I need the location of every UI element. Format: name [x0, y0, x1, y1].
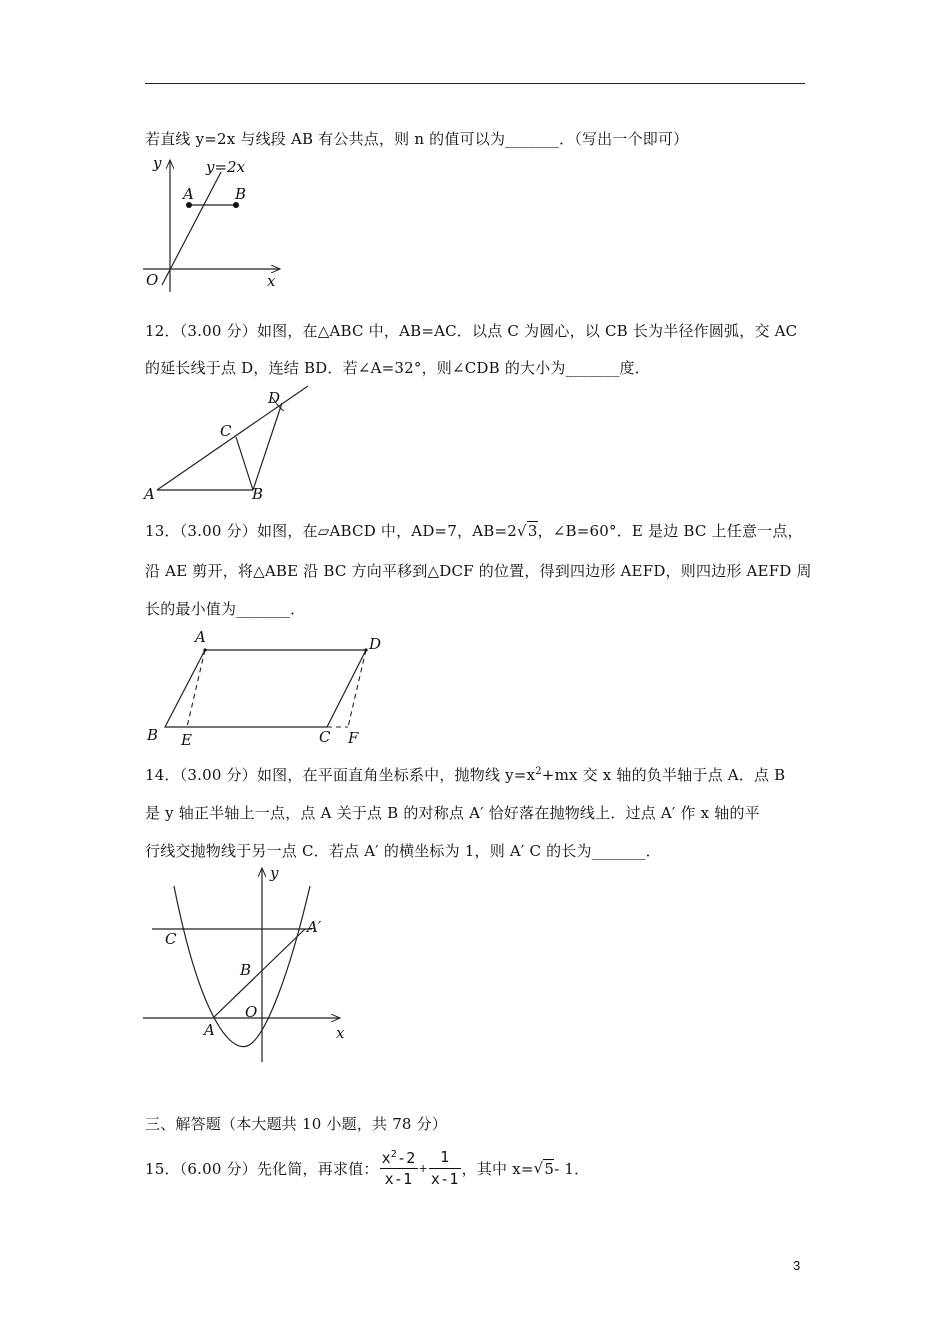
q13-line1-post: ，∠B=60°．E 是边 BC 上任意一点， — [537, 522, 803, 540]
label-y: y — [153, 154, 162, 172]
label-c: C — [165, 930, 177, 948]
label-c: C — [319, 728, 331, 746]
parallelogram — [165, 650, 366, 727]
label-b: B — [240, 961, 252, 979]
line-ad — [157, 386, 308, 490]
q14-line1: 14．（3.00 分）如图，在平面直角坐标系中，抛物线 $y=x^2+mx$ 交 x 轴的负半轴于点 A．点 B — [145, 766, 786, 784]
label-line: y=2x — [206, 158, 246, 176]
label-x: x — [336, 1024, 345, 1042]
label-b: B — [252, 485, 264, 503]
label-a: A — [183, 185, 194, 203]
q11-figure — [140, 150, 290, 295]
segment-df — [348, 650, 366, 727]
section-3-title: 三、解答题（本大题共 10 小题，共 78 分） — [145, 1115, 448, 1133]
q15-fraction-2: $\frac{1}{x-1}$ — [430, 1148, 459, 1188]
q14-line3: 行线交抛物线于另一点 C．若点 A′ 的横坐标为 1，则 A′ C 的长为_______． — [145, 842, 661, 860]
segment-db — [253, 403, 282, 490]
q12-figure — [140, 383, 320, 503]
segment-ae — [187, 650, 205, 727]
q14-line2: 是 y 轴正半轴上一点，点 A 关于点 B 的对称点 A′ 恰好落在抛物线上．过点 A′ 作 x 轴的平 — [145, 804, 760, 822]
q13-line1-pre: 13．（3.00 分）如图，在▱ABCD 中，AD=7，AB=2 — [145, 522, 518, 540]
label-c: C — [220, 422, 232, 440]
q13-line1: 13．（3.00 分）如图，在▱ABCD 中，AD=7，AB=2√3，∠B=60°．E 是边 BC 上任意一点， — [145, 522, 803, 540]
page-number: 3 — [793, 1258, 801, 1273]
label-a: A — [144, 485, 155, 503]
label-o: O — [245, 1003, 258, 1021]
label-e: E — [181, 731, 192, 749]
label-b: B — [147, 726, 159, 744]
q12-line1: 12．（3.00 分）如图，在△ABC 中，AB=AC．以点 C 为圆心，以 CB 长为半径作圆弧，交 AC — [145, 322, 798, 340]
q14-figure — [140, 862, 360, 1067]
label-d: D — [369, 635, 382, 653]
label-b: B — [235, 185, 247, 203]
q13-figure — [140, 627, 390, 749]
q15-fraction-1: $\frac{x^2-2}{x-1}$ — [381, 1148, 416, 1188]
q11-text: 若直线 y=2x 与线段 AB 有公共点，则 n 的值可以为_______．（写出一个即可） — [145, 130, 689, 148]
q15-sqrt: 5 — [544, 1159, 555, 1178]
segment-cb — [236, 437, 253, 490]
q13-sqrt: 3 — [527, 522, 538, 540]
label-y: y — [270, 864, 279, 882]
q15-line: 15．（6.00 分）先化简，再求值： $\frac{x^2-2}{x-1}$ + $\frac{1}{x-1}$ ，其中 x= √ 5 - 1． — [145, 1148, 590, 1188]
segment-aa-prime — [213, 929, 305, 1018]
q13-line2: 沿 AE 剪开，将△ABE 沿 BC 方向平移到△DCF 的位置，得到四边形 AEFD，则四边形 AEFD 周 — [145, 562, 812, 580]
q12-line2: 的延长线于点 D，连结 BD．若∠A=32°，则∠CDB 的大小为_______度． — [145, 359, 650, 377]
label-f: F — [348, 729, 359, 747]
label-d: D — [268, 389, 281, 407]
label-x: x — [267, 272, 276, 290]
header-rule — [145, 83, 805, 84]
q13-line3: 长的最小值为_______． — [145, 600, 306, 618]
label-a: A — [195, 628, 206, 646]
label-a-prime: A′ — [307, 918, 322, 936]
label-a: A — [204, 1021, 215, 1039]
label-o: O — [146, 271, 159, 289]
